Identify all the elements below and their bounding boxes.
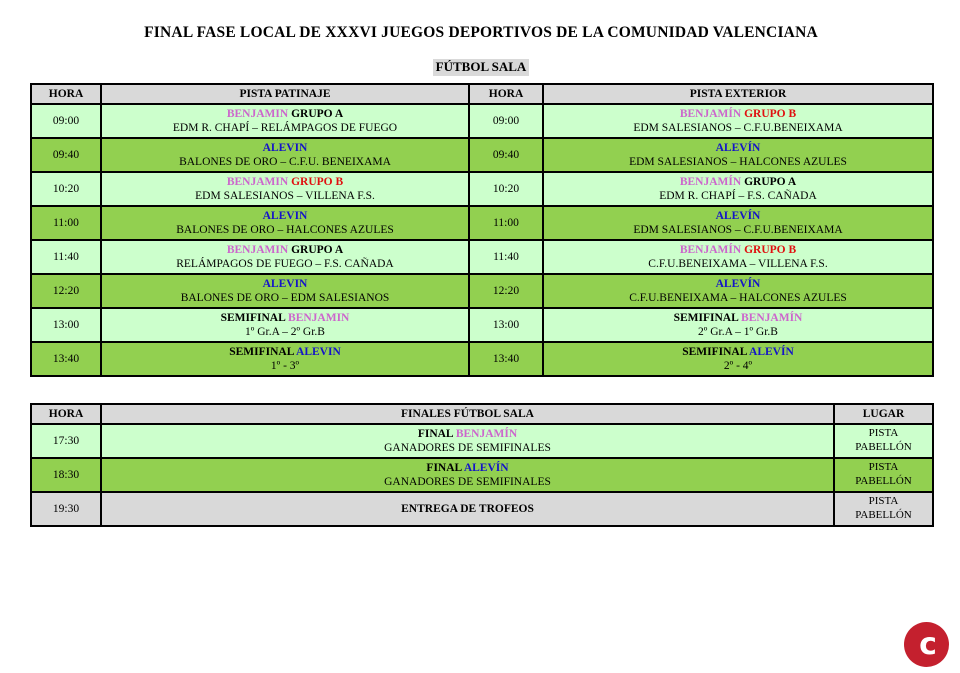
final-category-line: FINAL ALEVÍN <box>426 461 509 474</box>
schedule-table <box>30 83 934 377</box>
match-teams: EDM SALESIANOS – HALCONES AZULES <box>629 156 847 168</box>
match-teams: EDM SALESIANOS – VILLENA F.S. <box>195 190 375 202</box>
match-cell <box>543 274 933 308</box>
match-cell <box>101 172 469 206</box>
time-cell: 13:00 <box>31 308 101 342</box>
match-cell <box>101 274 469 308</box>
finals-table <box>30 403 934 527</box>
match-teams: 2º - 4º <box>723 360 753 372</box>
tables-gap <box>30 377 932 403</box>
time-cell: 18:30 <box>31 458 101 492</box>
table-row <box>31 274 933 308</box>
col-header-lugar: LUGAR <box>834 404 933 424</box>
match-teams: BALONES DE ORO – C.F.U. BENEIXAMA <box>179 156 391 168</box>
match-category-line: BENJAMÍN GRUPO B <box>679 243 797 256</box>
match-teams: EDM R. CHAPÍ – F.S. CAÑADA <box>659 190 817 202</box>
lugar-cell: PISTA PABELLÓN <box>834 424 933 458</box>
col-header-hora-finals: HORA <box>31 404 101 424</box>
col-header-pista-exterior: PISTA EXTERIOR <box>543 84 933 104</box>
match-cell <box>101 104 469 138</box>
match-category-line: SEMIFINAL ALEVÍN <box>682 345 794 358</box>
match-category-line: ALEVÍN <box>715 277 761 290</box>
match-teams: BALONES DE ORO – EDM SALESIANOS <box>180 292 390 304</box>
schedule-header-row <box>31 84 933 104</box>
match-category-line: BENJAMÍN GRUPO B <box>679 107 797 120</box>
time-cell: 10:20 <box>469 172 543 206</box>
time-cell: 12:20 <box>31 274 101 308</box>
match-teams: EDM SALESIANOS – C.F.U.BENEIXAMA <box>633 224 843 236</box>
match-category-line: BENJAMIN GRUPO A <box>226 107 344 120</box>
time-cell: 11:40 <box>469 240 543 274</box>
time-cell: 13:00 <box>469 308 543 342</box>
page-title: FINAL FASE LOCAL DE XXXVI JUEGOS DEPORTIVOS DE LA COMUNIDAD VALENCIANA <box>144 24 818 41</box>
match-cell <box>543 172 933 206</box>
match-teams: 1º - 3º <box>270 360 300 372</box>
final-category-line: ENTREGA DE TROFEOS <box>401 502 534 515</box>
finals-header-row <box>31 404 933 424</box>
match-category-line: BENJAMIN GRUPO A <box>226 243 344 256</box>
match-cell <box>543 342 933 376</box>
match-category-line: ALEVÍN <box>715 209 761 222</box>
match-teams: RELÁMPAGOS DE FUEGO – F.S. CAÑADA <box>176 258 394 270</box>
time-cell: 19:30 <box>31 492 101 526</box>
time-cell: 17:30 <box>31 424 101 458</box>
table-row <box>31 424 933 458</box>
lugar-cell: PISTA PABELLÓN <box>834 458 933 492</box>
match-category-line: BENJAMIN GRUPO B <box>226 175 344 188</box>
match-category-line: BENJAMÍN GRUPO A <box>679 175 797 188</box>
match-cell <box>543 240 933 274</box>
match-teams: EDM R. CHAPÍ – RELÁMPAGOS DE FUEGO <box>172 122 398 134</box>
match-cell <box>543 308 933 342</box>
time-cell: 11:00 <box>469 206 543 240</box>
time-cell: 09:40 <box>31 138 101 172</box>
match-category-line: ALEVIN <box>262 141 308 154</box>
match-category-line: SEMIFINAL BENJAMIN <box>220 311 350 324</box>
logo-c-letter: c <box>919 627 937 662</box>
time-cell: 09:00 <box>31 104 101 138</box>
time-cell: 13:40 <box>469 342 543 376</box>
table-row <box>31 492 933 526</box>
final-detail: GANADORES DE SEMIFINALES <box>384 476 551 488</box>
time-cell: 12:20 <box>469 274 543 308</box>
lugar-cell: PISTA PABELLÓN <box>834 492 933 526</box>
time-cell: 09:40 <box>469 138 543 172</box>
match-cell <box>101 308 469 342</box>
match-category-line: ALEVIN <box>262 209 308 222</box>
match-teams: 1º Gr.A – 2º Gr.B <box>245 326 325 338</box>
table-row <box>31 172 933 206</box>
match-cell <box>543 138 933 172</box>
time-cell: 11:00 <box>31 206 101 240</box>
match-category-line: SEMIFINAL ALEVIN <box>229 345 341 358</box>
final-cell <box>101 492 834 526</box>
col-header-finales: FINALES FÚTBOL SALA <box>101 404 834 424</box>
match-cell <box>101 138 469 172</box>
match-teams: C.F.U.BENEIXAMA – VILLENA F.S. <box>648 258 828 270</box>
col-header-hora-left: HORA <box>31 84 101 104</box>
final-cell <box>101 424 834 458</box>
subtitle-wrap <box>30 58 932 76</box>
table-row <box>31 104 933 138</box>
match-cell <box>543 104 933 138</box>
table-row <box>31 458 933 492</box>
time-cell: 10:20 <box>31 172 101 206</box>
match-category-line: ALEVIN <box>262 277 308 290</box>
match-teams: EDM SALESIANOS – C.F.U.BENEIXAMA <box>633 122 843 134</box>
col-header-hora-right: HORA <box>469 84 543 104</box>
col-header-pista-patinaje: PISTA PATINAJE <box>101 84 469 104</box>
table-row <box>31 308 933 342</box>
final-detail: GANADORES DE SEMIFINALES <box>384 442 551 454</box>
table-row <box>31 206 933 240</box>
section-subtitle: FÚTBOL SALA <box>433 59 530 76</box>
match-cell <box>101 206 469 240</box>
match-teams: 2º Gr.A – 1º Gr.B <box>698 326 778 338</box>
table-row <box>31 240 933 274</box>
match-cell <box>101 342 469 376</box>
match-cell <box>543 206 933 240</box>
match-cell <box>101 240 469 274</box>
final-category-line: FINAL BENJAMÍN <box>417 427 518 440</box>
match-category-line: SEMIFINAL BENJAMÍN <box>673 311 803 324</box>
match-teams: C.F.U.BENEIXAMA – HALCONES AZULES <box>629 292 847 304</box>
intercomarcal-logo-icon <box>904 622 949 667</box>
time-cell: 13:40 <box>31 342 101 376</box>
table-row <box>31 342 933 376</box>
table-row <box>31 138 933 172</box>
match-category-line: ALEVÍN <box>715 141 761 154</box>
time-cell: 09:00 <box>469 104 543 138</box>
final-cell <box>101 458 834 492</box>
time-cell: 11:40 <box>31 240 101 274</box>
match-teams: BALONES DE ORO – HALCONES AZULES <box>176 224 394 236</box>
